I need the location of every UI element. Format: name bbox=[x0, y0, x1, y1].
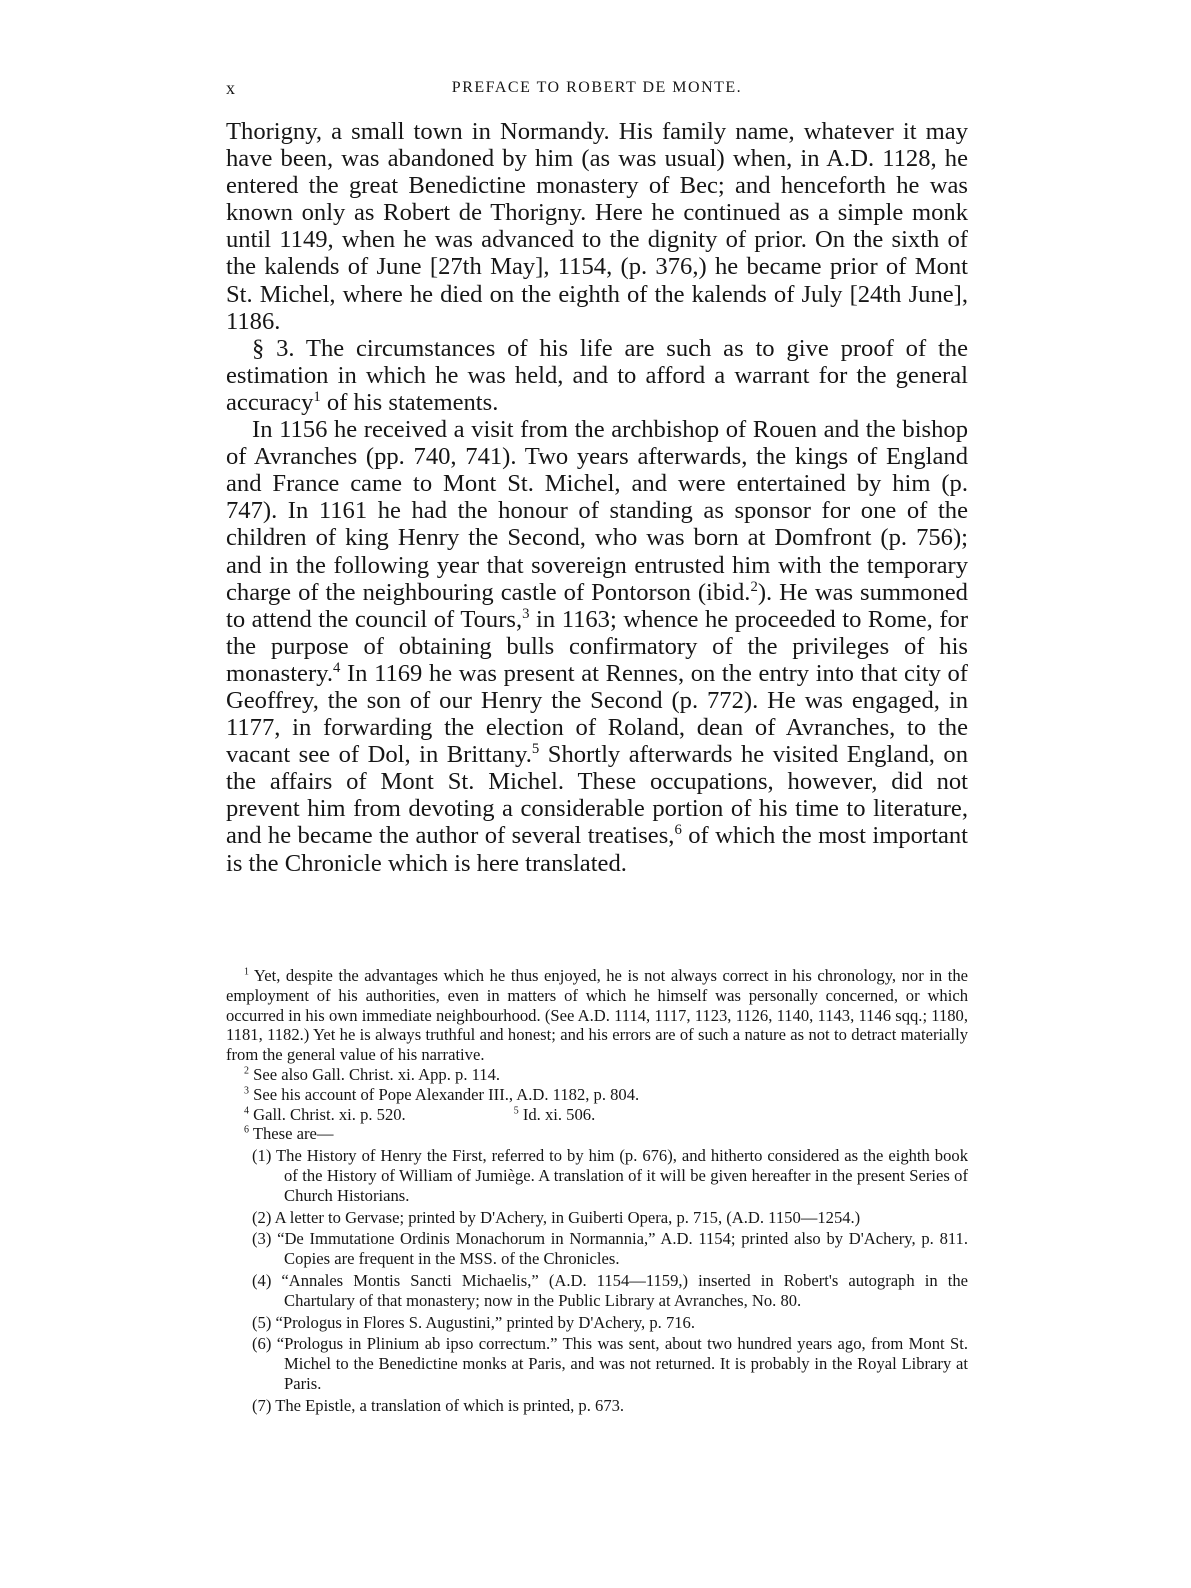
paragraph-3-text-a: In 1156 he received a visit from the archbishop of Rouen and the bishop of Avranches (pp. 740, 741). Two years afterwards, the kings of England and France came to Mont St. Michel, and were entertained by him (p. 747). In 1161 he had the honour of standing as sponsor for one of the children of king Henry the Second, who was born at Domfront (p. 756); and in the following year that sovereign entrusted him with the temporary charge of the neighbouring castle of Pontorson (ibid. bbox=[226, 416, 968, 606]
treatise-item-2: (2) A letter to Gervase; printed by D'Achery, in Guiberti Opera, p. 715, (A.D. 1150—1254.) bbox=[252, 1207, 861, 1227]
footnote-2 bbox=[226, 1065, 968, 1085]
footnote-mark-3: 3 bbox=[244, 1085, 249, 1097]
footnote-1-text: Yet, despite the advantages which he thus enjoyed, he is not always correct in his chronology, nor in the employment of his authorities, even in matters of which he himself was personally concerned, or which occurred in his own immediate neighbourhood. (See A.D. 1114, 1117, 1123, 1126, 1140, 1143, 1146 sqq.; 1180, 1181, 1182.) Yet he is always truthful and honest; and his errors are of such a nature as not to detract materially from the general value of his narrative. bbox=[226, 966, 968, 1065]
treatise-item-1: (1) The History of Henry the First, referred to by him (p. 676), and hitherto considered as the eighth book of the History of William of Jumiège. A translation of it will be given hereafter in the present Series of Church Historians. bbox=[252, 1146, 968, 1205]
footnote-ref-2: 2 bbox=[750, 578, 758, 595]
treatise-item-3: (3) “De Immutatione Ordinis Monachorum in Normannia,” A.D. 1154; printed also by D'Achery, p. 811. Copies are frequent in the MSS. of the Chronicles. bbox=[252, 1229, 968, 1269]
footnote-2-text: See also Gall. Christ. xi. App. p. 114. bbox=[253, 1064, 501, 1084]
paragraph-2-text-a: § 3. The circumstances of his life are such as to give proof of the estimation in which he was held, and to afford a warrant for the general accuracy bbox=[226, 334, 968, 416]
footnote-1 bbox=[226, 966, 968, 1065]
footnote-4-5 bbox=[226, 1105, 968, 1125]
footnote-3 bbox=[226, 1085, 968, 1105]
footnote-6-text: These are— bbox=[252, 1124, 334, 1144]
footnote-6 bbox=[226, 1124, 968, 1144]
paragraph-3-text-f: of which the most important is the Chronicle which is here translated. bbox=[226, 822, 968, 877]
treatise-item-4: (4) “Annales Montis Sancti Michaelis,” (A.D. 1154—1159,) inserted in Robert's autograph in the Chartulary of that monastery; now in the Public Library at Avranches, No. 80. bbox=[252, 1270, 968, 1310]
footnote-5-text: Id. xi. 506. bbox=[522, 1104, 596, 1124]
treatise-item-7: (7) The Epistle, a translation of which is printed, p. 673. bbox=[252, 1395, 625, 1415]
footnote-ref-6: 6 bbox=[674, 822, 682, 839]
footnote-ref-1: 1 bbox=[313, 388, 321, 405]
paragraph-2 bbox=[226, 335, 968, 416]
main-text bbox=[226, 118, 968, 877]
paragraph-1: Thorigny, a small town in Normandy. His family name, whatever it may have been, was abandoned by him (as was usual) when, in A.D. 1128, he entered the great Benedictine monastery of Bec; and henceforth he was known only as Robert de Thorigny. Here he continued as a simple monk until 1149, when he was advanced to the dignity of prior. On the sixth of the kalends of June [27th May], 1154, (p. 376,) he became prior of Mont St. Michel, where he died on the eighth of the kalends of July [24th June], 1186. bbox=[226, 118, 968, 335]
treatise-item-5: (5) “Prologus in Flores S. Augustini,” printed by D'Achery, p. 716. bbox=[252, 1312, 695, 1332]
paragraph-3-text-d: In 1169 he was present at Rennes, on the entry into that city of Geoffrey, the son of our Henry the Second (p. 772). He was engaged, in 1177, in forwarding the election of Roland, dean of Avranches, to the vacant see of Dol, in Brittany. bbox=[226, 659, 968, 769]
footnote-4-text: Gall. Christ. xi. p. 520. bbox=[253, 1104, 406, 1124]
paragraph-3-text-e: Shortly afterwards he visited England, on the affairs of Mont St. Michel. These occupations, however, did not prevent him from devoting a considerable portion of his time to literature, and he became the author of several treatises, bbox=[226, 741, 968, 850]
paragraph-2-text-b: of his statements. bbox=[320, 388, 499, 416]
footnote-mark-1: 1 bbox=[244, 966, 249, 978]
footnote-mark-6: 6 bbox=[244, 1124, 249, 1136]
paragraph-3 bbox=[226, 416, 968, 877]
page-number: x bbox=[226, 78, 235, 98]
footnote-mark-5: 5 bbox=[513, 1105, 519, 1117]
footnotes bbox=[226, 966, 968, 1416]
paragraph-3-text-c: in 1163; whence he proceeded to Rome, for the purpose of obtaining bulls confirmatory of the privileges of his monastery. bbox=[226, 605, 969, 687]
page-header bbox=[226, 78, 968, 104]
paragraph-3-text-b: ). He was summoned to attend the council of Tours, bbox=[226, 578, 968, 633]
footnote-mark-4: 4 bbox=[244, 1105, 249, 1117]
footnote-ref-4: 4 bbox=[333, 659, 341, 676]
treatise-item-6: (6) “Prologus in Plinium ab ipso correctum.” This was sent, about two hundred years ago, from Mont St. Michel to the Benedictine monks at Paris, and was not returned. It is probably in the Royal Library at Paris. bbox=[252, 1334, 968, 1393]
footnote-mark-2: 2 bbox=[244, 1065, 249, 1077]
footnote-ref-3: 3 bbox=[522, 605, 530, 622]
running-title: PREFACE TO ROBERT DE MONTE. bbox=[451, 79, 743, 96]
footnote-ref-5: 5 bbox=[531, 740, 540, 757]
footnote-3-text: See his account of Pope Alexander III., A.D. 1182, p. 804. bbox=[253, 1084, 640, 1104]
